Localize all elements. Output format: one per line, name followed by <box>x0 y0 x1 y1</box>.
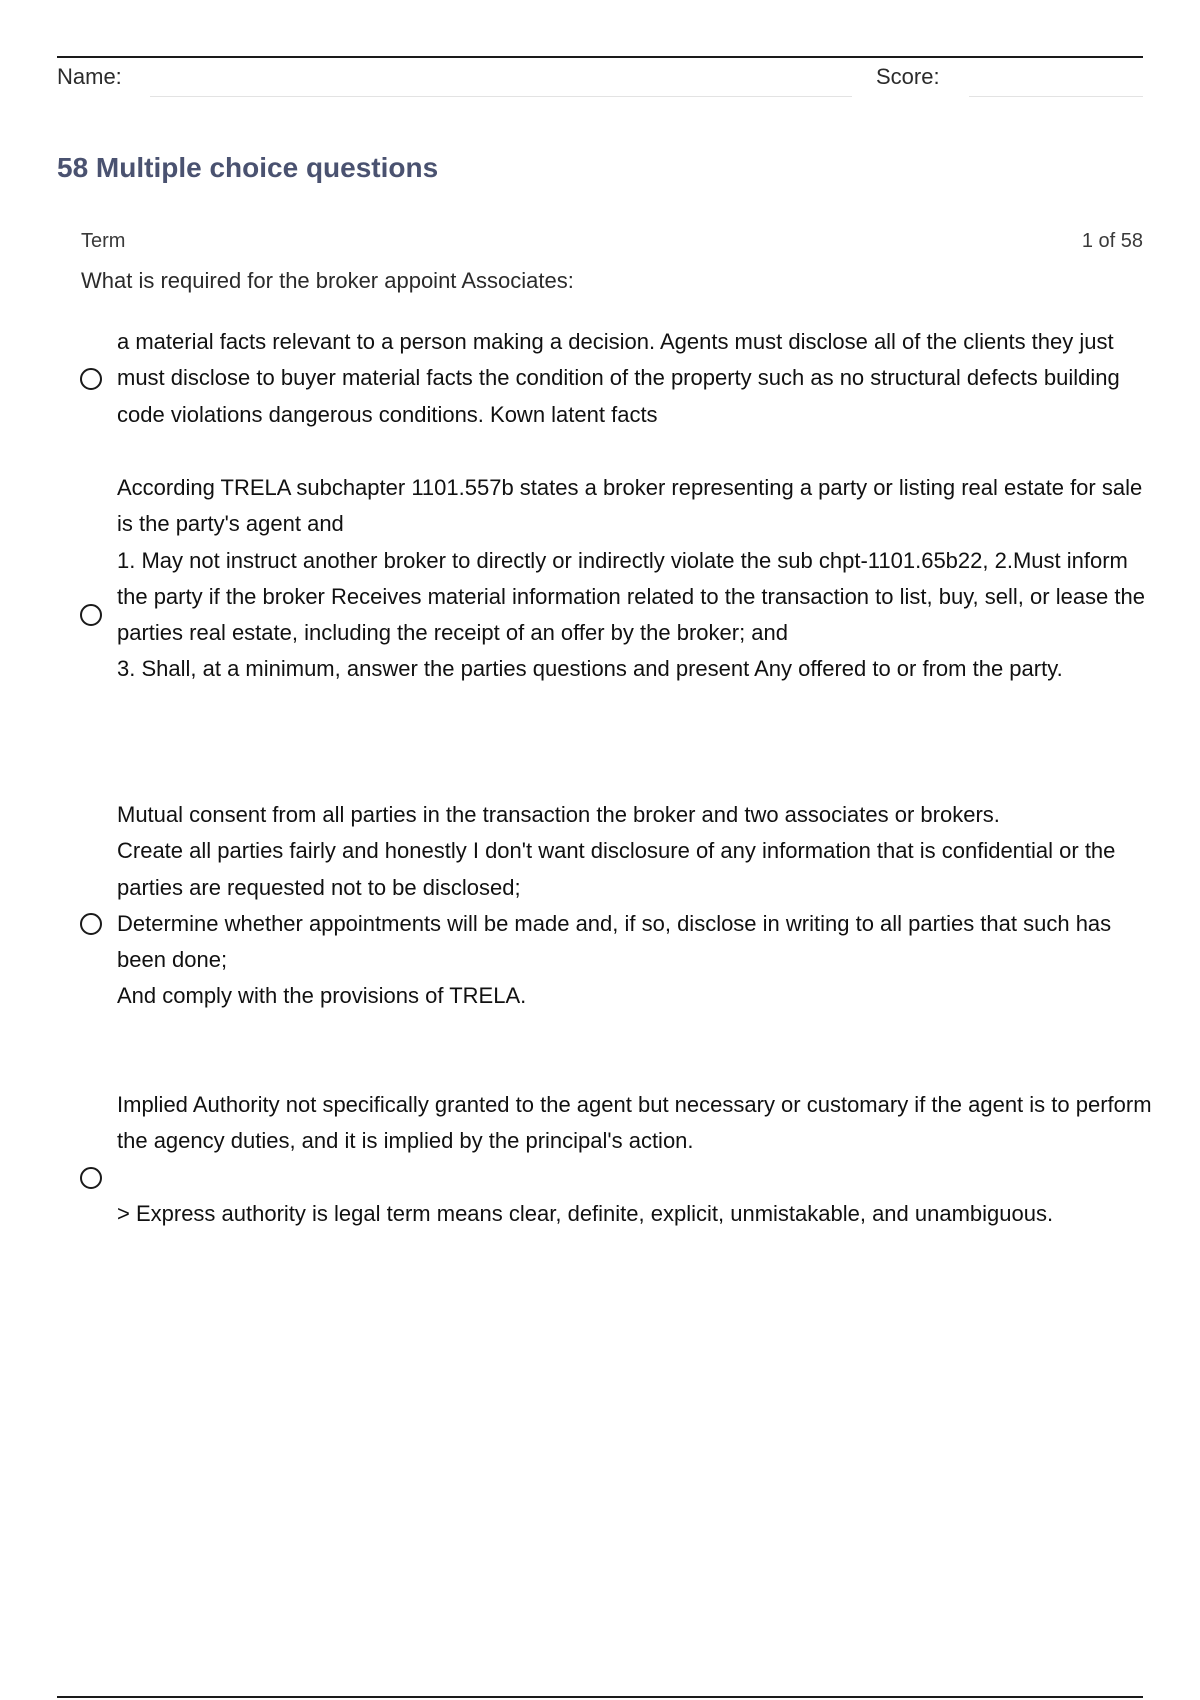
option-text: According TRELA subchapter 1101.557b states a broker representing a party or listing real estate for sale is the party's agent and <box>117 475 1143 537</box>
question-prompt: What is required for the broker appoint Associates: <box>81 268 574 293</box>
radio-button-icon[interactable] <box>80 913 102 935</box>
option-text: a material facts relevant to a person making a decision. Agents must disclose all of the clients they just must disclose to buyer material facts the condition of the property such as no structural defects building code violations dangerous conditions. Kown latent facts <box>117 329 1120 427</box>
section-title: 58 Multiple choice questions <box>57 152 439 183</box>
option-text: Create all parties fairly and honestly I don't want disclosure of any information that is confidential or the parties are requested not to be disclosed; <box>117 838 1116 900</box>
radio-button-icon[interactable] <box>80 604 102 626</box>
question-counter: 1 of 58 <box>1081 230 1143 252</box>
option-text: Determine whether appointments will be made and, if so, disclose in writing to all parties that such has been done; <box>117 910 1112 973</box>
radio-button-icon[interactable] <box>80 1167 102 1189</box>
footer-rule <box>57 1696 1143 1698</box>
option-text: 3. Shall, at a minimum, answer the parties questions and present Any offered to or from the party. <box>117 656 1063 682</box>
option-text: Mutual consent from all parties in the transaction the broker and two associates or brokers. <box>117 802 1000 827</box>
radio-button-icon[interactable] <box>80 368 102 390</box>
option-text: Implied Authority not specifically granted to the agent but necessary or customary if the agent is to perform the agency duties, and it is implied by the principal's action. <box>117 1092 1152 1154</box>
score-field[interactable] <box>969 96 1143 97</box>
term-label: Term <box>81 230 126 252</box>
option-text: And comply with the provisions of TRELA. <box>117 983 527 1009</box>
header-top-rule <box>57 56 1143 58</box>
option-text: 1. May not instruct another broker to directly or indirectly violate the sub chpt-1101.65b22, 2.Must inform the party if the broker Receives material information related to the transaction to list, buy, sell, or lease the parties real estate, including the receipt of an offer by the broker; and <box>117 547 1145 646</box>
score-label: Score: <box>876 64 940 89</box>
name-label: Name: <box>57 64 122 89</box>
name-field[interactable] <box>150 96 852 97</box>
option-text: > Express authority is legal term means clear, definite, explicit, unmistakable, and unambiguous. <box>117 1200 1054 1226</box>
